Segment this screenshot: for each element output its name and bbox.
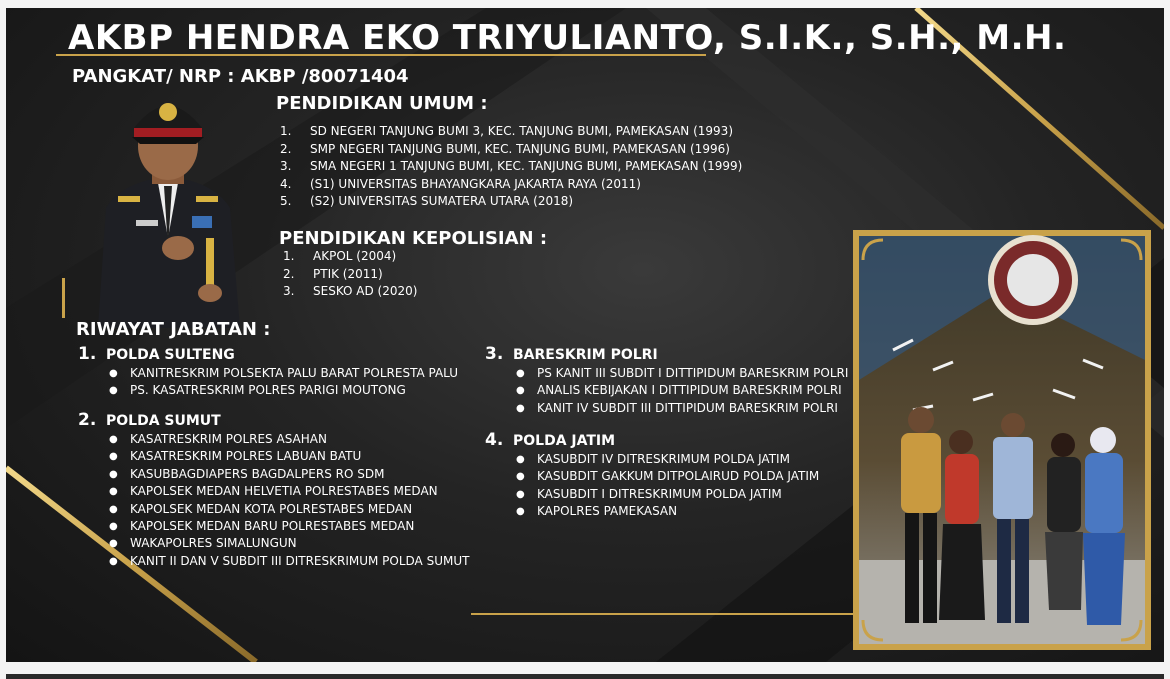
list-item: ● KANIT IV SUBDIT III DITTIPIDUM BARESKRIM POLRI [516,400,838,415]
general-education-heading: PENDIDIKAN UMUM : [276,93,488,114]
career-section-sumut [78,409,469,570]
officer-name: AKBP HENDRA EKO TRIYULIANTO, S.I.K., S.H., M.H. [68,18,1067,58]
section-title: BARESKRIM POLRI [513,347,658,363]
list-item: ● KASUBDIT GAKKUM DITPOLAIRUD POLDA JATIM [516,469,820,484]
list-item: 4. (S1) UNIVERSITAS BHAYANGKARA JAKARTA RAYA (2011) [280,176,641,191]
career-section-jatim [485,429,819,521]
section-number: 1. [78,344,97,364]
list-item: 5. (S2) UNIVERSITAS SUMATERA UTARA (2018) [280,194,574,208]
section-title: POLDA JATIM [513,433,616,449]
section-title: POLDA SULTENG [106,347,235,363]
career-section-sulteng [78,343,458,400]
police-education-list [283,248,417,301]
list-item: 1. SD NEGERI TANJUNG BUMI 3, KEC. TANJUNG BUMI, PAMEKASAN (1993) [280,124,733,138]
list-item: ● PS. KASATRESKRIM POLRES PARIGI MOUTONG [109,383,406,398]
list-item: ● KAPOLSEK MEDAN BARU POLRESTABES MEDAN [109,518,415,533]
section-number: 3. [485,344,504,364]
list-item: ● KAPOLRES PAMEKASAN [516,504,678,519]
list-item: ● ANALIS KEBIJAKAN I DITTIPIDUM BARESKRIM POLRI [516,383,842,398]
list-item: 3. SMA NEGERI 1 TANJUNG BUMI, KEC. TANJUNG BUMI, PAMEKASAN (1999) [280,159,743,173]
list-item: ● KAPOLSEK MEDAN HELVETIA POLRESTABES MEDAN [109,484,438,499]
list-item: ● KASATRESKRIM POLRES ASAHAN [109,432,327,446]
list-item: ● PS KANIT III SUBDIT I DITTIPIDUM BARESKRIM POLRI [516,366,849,380]
list-item: ● KASUBDIT I DITRESKRIMUM POLDA JATIM [516,486,782,501]
list-item: ● KASATRESKRIM POLRES LABUAN BATU [109,449,362,464]
list-item: 3. SESKO AD (2020) [283,284,418,298]
police-education-heading: PENDIDIKAN KEPOLISIAN : [279,228,548,249]
section-number: 2. [78,410,97,430]
bottom-strip [6,674,1164,679]
list-item: ● KASUBDIT IV DITRESKRIMUM POLDA JATIM [516,452,790,466]
general-education-list [280,123,742,211]
list-item: 1. AKPOL (2004) [283,249,397,263]
section-number: 4. [485,430,504,450]
rank-nrp: PANGKAT/ NRP : AKBP /80071404 [72,66,409,87]
list-item: ● KASUBBAGDIAPERS BAGDALPERS RO SDM [109,466,385,481]
career-heading: RIWAYAT JABATAN : [76,319,271,340]
list-item: 2. SMP NEGERI TANJUNG BUMI, KEC. TANJUNG BUMI, PAMEKASAN (1996) [280,141,730,156]
list-item: 2. PTIK (2011) [283,266,383,281]
section-title: POLDA SUMUT [106,413,221,429]
profile-slide [6,8,1164,662]
list-item: ● KANITRESKRIM POLSEKTA PALU BARAT POLRESTA PALU [109,366,459,380]
officer-portrait [88,88,248,328]
list-item: ● KANIT II DAN V SUBDIT III DITRESKRIMUM POLDA SUMUT [109,553,470,568]
family-photo [853,230,1151,650]
list-item: ● WAKAPOLRES SIMALUNGUN [109,536,297,551]
list-item: ● KAPOLSEK MEDAN KOTA POLRESTABES MEDAN [109,501,413,516]
career-section-bareskrim [485,343,848,417]
